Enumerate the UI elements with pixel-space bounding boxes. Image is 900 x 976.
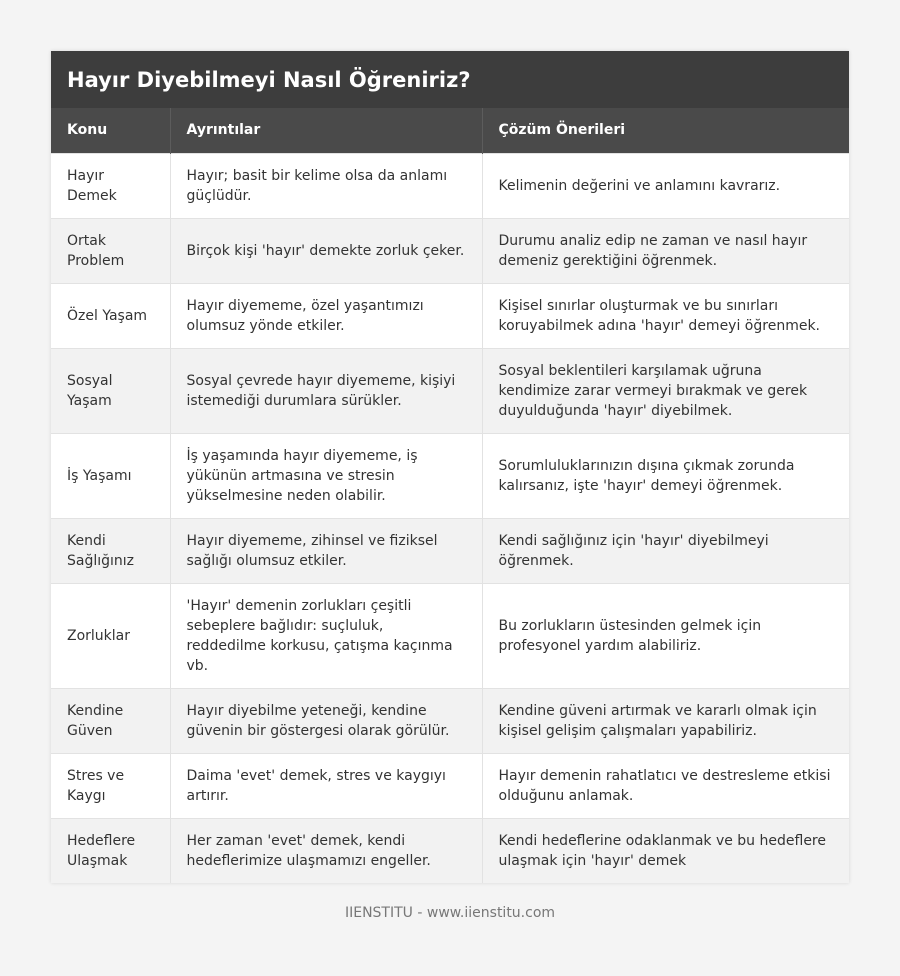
cell-ayrintilar: Birçok kişi 'hayır' demekte zorluk çeker.	[170, 218, 482, 283]
cell-konu: Zorluklar	[51, 583, 170, 688]
table-card	[51, 51, 849, 883]
cell-cozum: Hayır demenin rahatlatıcı ve destresleme etkisi olduğunu anlamak.	[482, 753, 849, 818]
table-row	[51, 818, 849, 883]
cell-ayrintilar: Daima 'evet' demek, stres ve kaygıyı artırır.	[170, 753, 482, 818]
cell-ayrintilar: Hayır; basit bir kelime olsa da anlamı güçlüdür.	[170, 153, 482, 218]
cell-konu: Özel Yaşam	[51, 283, 170, 348]
header-ayrintilar: Ayrıntılar	[170, 108, 482, 153]
cell-ayrintilar: Hayır diyememe, özel yaşantımızı olumsuz yönde etkiler.	[170, 283, 482, 348]
cell-cozum: Kendi hedeflerine odaklanmak ve bu hedeflere ulaşmak için 'hayır' demek	[482, 818, 849, 883]
cell-ayrintilar: Hayır diyebilme yeteneği, kendine güvenin bir göstergesi olarak görülür.	[170, 688, 482, 753]
cell-cozum: Kelimenin değerini ve anlamını kavrarız.	[482, 153, 849, 218]
cell-konu: Sosyal Yaşam	[51, 348, 170, 433]
cell-cozum: Kendi sağlığınız için 'hayır' diyebilmeyi öğrenmek.	[482, 518, 849, 583]
table-body	[51, 153, 849, 883]
data-table	[51, 108, 849, 883]
cell-cozum: Bu zorlukların üstesinden gelmek için profesyonel yardım alabiliriz.	[482, 583, 849, 688]
cell-cozum: Sorumluluklarınızın dışına çıkmak zorunda kalırsanız, işte 'hayır' demeyi öğrenmek.	[482, 433, 849, 518]
cell-cozum: Kişisel sınırlar oluşturmak ve bu sınırları koruyabilmek adına 'hayır' demeyi öğrenmek.	[482, 283, 849, 348]
cell-konu: Ortak Problem	[51, 218, 170, 283]
table-row	[51, 283, 849, 348]
table-row	[51, 433, 849, 518]
cell-cozum: Kendine güveni artırmak ve kararlı olmak için kişisel gelişim çalışmaları yapabiliriz.	[482, 688, 849, 753]
table-row	[51, 753, 849, 818]
table-row	[51, 583, 849, 688]
table-title: Hayır Diyebilmeyi Nasıl Öğreniriz?	[51, 51, 849, 108]
footer-credit: IIENSTITU - www.iienstitu.com	[344, 905, 556, 921]
table-row	[51, 688, 849, 753]
header-row	[51, 108, 849, 153]
table-row	[51, 348, 849, 433]
cell-konu: Kendi Sağlığınız	[51, 518, 170, 583]
cell-konu: Hedeflere Ulaşmak	[51, 818, 170, 883]
cell-ayrintilar: Her zaman 'evet' demek, kendi hedeflerimize ulaşmamızı engeller.	[170, 818, 482, 883]
cell-konu: Hayır Demek	[51, 153, 170, 218]
cell-konu: İş Yaşamı	[51, 433, 170, 518]
cell-konu: Kendine Güven	[51, 688, 170, 753]
cell-ayrintilar: 'Hayır' demenin zorlukları çeşitli sebeplere bağlıdır: suçluluk, reddedilme korkusu, çatışma kaçınma vb.	[170, 583, 482, 688]
header-cozum-onerileri: Çözüm Önerileri	[482, 108, 849, 153]
cell-ayrintilar: İş yaşamında hayır diyememe, iş yükünün artmasına ve stresin yükselmesine neden olabilir.	[170, 433, 482, 518]
cell-konu: Stres ve Kaygı	[51, 753, 170, 818]
cell-cozum: Durumu analiz edip ne zaman ve nasıl hayır demeniz gerektiğini öğrenmek.	[482, 218, 849, 283]
header-konu: Konu	[51, 108, 170, 153]
cell-cozum: Sosyal beklentileri karşılamak uğruna kendimize zarar vermeyi bırakmak ve gerek duyulduğunda 'hayır' diyebilmek.	[482, 348, 849, 433]
cell-ayrintilar: Sosyal çevrede hayır diyememe, kişiyi istemediği durumlara sürükler.	[170, 348, 482, 433]
table-row	[51, 218, 849, 283]
table-row	[51, 153, 849, 218]
cell-ayrintilar: Hayır diyememe, zihinsel ve fiziksel sağlığı olumsuz etkiler.	[170, 518, 482, 583]
table-row	[51, 518, 849, 583]
